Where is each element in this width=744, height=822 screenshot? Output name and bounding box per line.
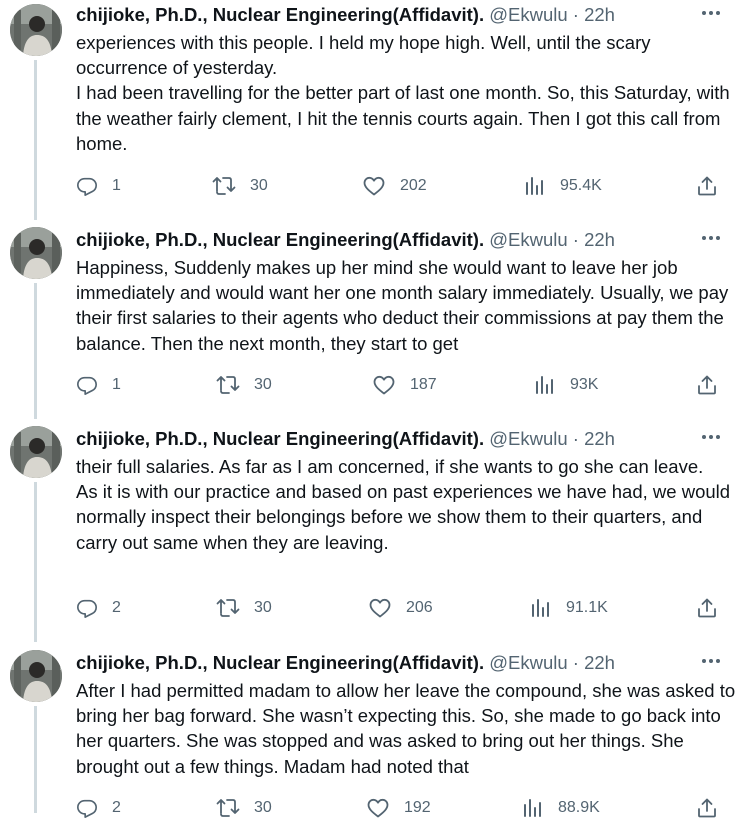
views-count: 88.9K	[558, 799, 600, 816]
separator-dot: ·	[572, 652, 579, 673]
like-count: 206	[406, 599, 433, 616]
tweet-text	[76, 454, 736, 555]
more-dots-icon[interactable]	[700, 227, 722, 249]
tweet-header	[76, 229, 734, 251]
separator-dot: ·	[572, 229, 579, 250]
tweet-paragraph: I had been travelling for the better part of last one month. So, this Saturday, with the weather fairly clement, I hit the tennis courts again. Then I got this call from home.	[76, 82, 730, 154]
share-icon	[696, 374, 718, 396]
share-button[interactable]	[696, 371, 718, 399]
tweet-paragraph: experiences with this people. I held my hope high. Well, until the scary occurrence of yesterday.	[76, 32, 651, 79]
reply-button[interactable]	[76, 794, 121, 822]
like-count: 202	[400, 177, 427, 194]
views-chart-icon	[524, 175, 546, 197]
like-button[interactable]	[366, 794, 431, 822]
thread-line	[34, 283, 37, 419]
retweet-count: 30	[250, 177, 268, 194]
heart-icon	[366, 797, 390, 819]
action-bar	[76, 794, 736, 822]
like-button[interactable]	[372, 371, 437, 399]
author-handle[interactable]: @Ekwulu	[489, 652, 568, 673]
retweet-button[interactable]	[216, 371, 272, 399]
tweet-paragraph: After I had permitted madam to allow her leave the compound, she was asked to bring her bag forward. She wasn’t expecting this. So, she made to go back into her quarters. She was stopped and was asked to bring out her things. She brought out a few things. Madam had noted that	[76, 680, 736, 777]
author-handle[interactable]: @Ekwulu	[489, 229, 568, 250]
author-name[interactable]: chijioke, Ph.D., Nuclear Engineering(Affidavit).	[76, 4, 485, 25]
timestamp[interactable]: 22h	[584, 4, 615, 25]
tweet-header	[76, 4, 734, 26]
views-chart-icon	[522, 797, 544, 819]
retweet-count: 30	[254, 799, 272, 816]
reply-button[interactable]	[76, 172, 121, 200]
reply-count: 2	[112, 799, 121, 816]
separator-dot: ·	[572, 428, 579, 449]
thread-line	[34, 482, 37, 642]
share-icon	[696, 797, 718, 819]
views-button[interactable]	[524, 172, 602, 200]
retweet-count: 30	[254, 599, 272, 616]
reply-icon	[76, 374, 98, 396]
views-count: 91.1K	[566, 599, 608, 616]
retweet-icon	[216, 597, 240, 619]
tweet-paragraph: Happiness, Suddenly makes up her mind she would want to leave her job immediately and would want her one month salary immediately. Usually, we pay their first salaries to their agents who deduct their commissions at pay them the balance. Then the next month, they start to get	[76, 257, 729, 354]
retweet-button[interactable]	[216, 594, 272, 622]
like-count: 187	[410, 376, 437, 393]
reply-icon	[76, 597, 98, 619]
more-dots-icon[interactable]	[700, 2, 722, 24]
action-bar	[76, 371, 736, 399]
views-count: 93K	[570, 376, 599, 393]
reply-button[interactable]	[76, 371, 121, 399]
share-button[interactable]	[696, 794, 718, 822]
share-button[interactable]	[696, 172, 718, 200]
thread-line	[34, 60, 37, 220]
like-button[interactable]	[368, 594, 433, 622]
avatar[interactable]	[10, 650, 62, 702]
reply-count: 2	[112, 599, 121, 616]
author-handle[interactable]: @Ekwulu	[489, 428, 568, 449]
author-name[interactable]: chijioke, Ph.D., Nuclear Engineering(Affidavit).	[76, 428, 485, 449]
avatar[interactable]	[10, 227, 62, 279]
reply-button[interactable]	[76, 594, 121, 622]
views-chart-icon	[530, 597, 552, 619]
retweet-button[interactable]	[216, 794, 272, 822]
heart-icon	[372, 374, 396, 396]
tweet-text	[76, 255, 736, 356]
author-name[interactable]: chijioke, Ph.D., Nuclear Engineering(Affidavit).	[76, 652, 485, 673]
heart-icon	[368, 597, 392, 619]
retweet-icon	[212, 175, 236, 197]
tweet-header	[76, 428, 734, 450]
share-icon	[696, 175, 718, 197]
views-count: 95.4K	[560, 177, 602, 194]
share-icon	[696, 597, 718, 619]
views-button[interactable]	[522, 794, 600, 822]
tweet-paragraph: their full salaries. As far as I am concerned, if she wants to go she can leave.	[76, 456, 704, 477]
author-name[interactable]: chijioke, Ph.D., Nuclear Engineering(Affidavit).	[76, 229, 485, 250]
timestamp[interactable]: 22h	[584, 428, 615, 449]
reply-icon	[76, 175, 98, 197]
avatar[interactable]	[10, 4, 62, 56]
views-chart-icon	[534, 374, 556, 396]
reply-count: 1	[112, 177, 121, 194]
views-button[interactable]	[530, 594, 608, 622]
tweet-text	[76, 678, 736, 779]
thread-line	[34, 706, 37, 813]
reply-icon	[76, 797, 98, 819]
retweet-icon	[216, 797, 240, 819]
separator-dot: ·	[572, 4, 579, 25]
retweet-icon	[216, 374, 240, 396]
like-button[interactable]	[362, 172, 427, 200]
timestamp[interactable]: 22h	[584, 652, 615, 673]
more-dots-icon[interactable]	[700, 650, 722, 672]
timestamp[interactable]: 22h	[584, 229, 615, 250]
like-count: 192	[404, 799, 431, 816]
retweet-count: 30	[254, 376, 272, 393]
tweet-text	[76, 30, 736, 156]
tweet-paragraph: As it is with our practice and based on past experiences we have had, we would normally inspect their belongings before we show them to their quarters, and carry out same when they are leaving.	[76, 481, 731, 553]
avatar[interactable]	[10, 426, 62, 478]
share-button[interactable]	[696, 594, 718, 622]
more-dots-icon[interactable]	[700, 426, 722, 448]
action-bar	[76, 172, 736, 200]
reply-count: 1	[112, 376, 121, 393]
author-handle[interactable]: @Ekwulu	[489, 4, 568, 25]
retweet-button[interactable]	[212, 172, 268, 200]
tweet-header	[76, 652, 734, 674]
action-bar	[76, 594, 736, 622]
views-button[interactable]	[534, 371, 598, 399]
heart-icon	[362, 175, 386, 197]
